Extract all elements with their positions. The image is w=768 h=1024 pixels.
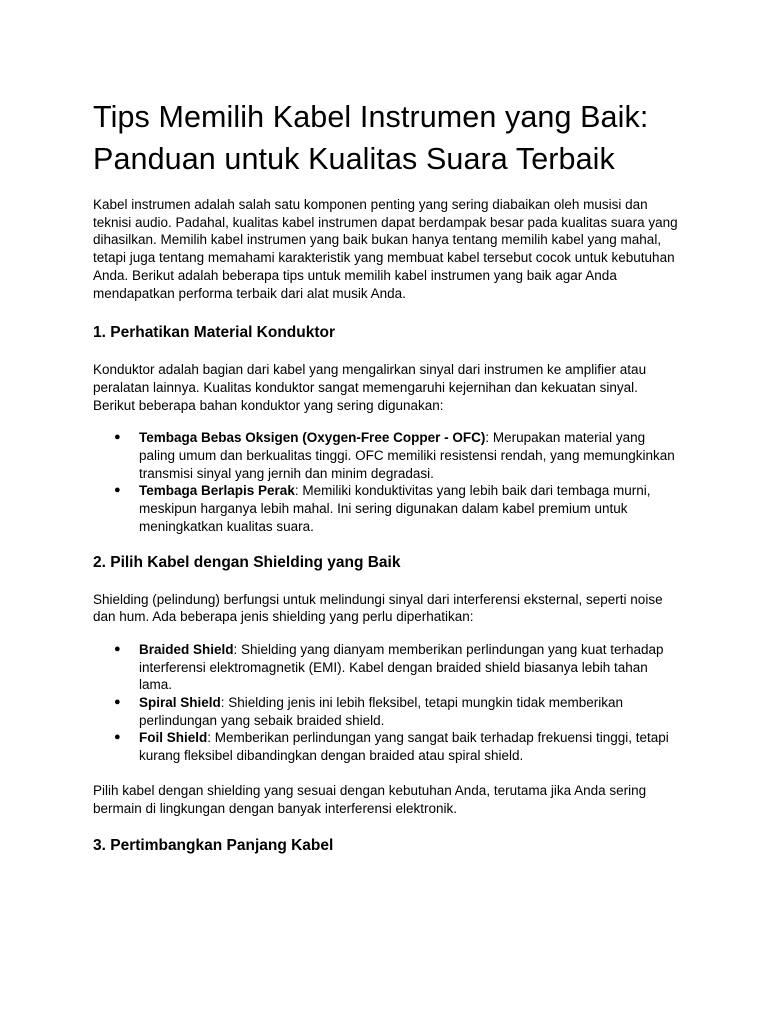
list-item-desc: : Shielding jenis ini lebih fleksibel, tetapi mungkin tidak memberikan perlindungan yang sebaik braided shield. [139,695,623,728]
section-closing-shielding: Pilih kabel dengan shielding yang sesuai dengan kebutuhan Anda, terutama jika Anda sering bermain di lingkungan dengan banyak interferensi elektronik. [93,782,647,816]
list-item-term: Tembaga Berlapis Perak [139,483,295,499]
intro-paragraph: Kabel instrumen adalah salah satu komponen penting yang sering diabaikan oleh musisi dan teknisi audio. Padahal, kualitas kabel instrumen dapat berdampak besar pada kualitas suara yang dihasilkan. Memilih kabel instrumen yang baik bukan hanya tentang memilih kabel yang mahal, tetapi juga tentang memahami karakteristik yang membuat kabel tersebut cocok untuk kebutuhan Anda. Berikut adalah beberapa tips untuk memilih kabel instrumen yang baik agar Anda mendapatkan performa terbaik dari alat musik Anda. [93,197,678,301]
list-item [93,694,678,729]
list-item [93,641,678,694]
list-item-term: Foil Shield [139,730,208,746]
list-item-term: Tembaga Bebas Oksigen (Oxygen-Free Copper - OFC) [139,430,486,446]
bullet-icon: ● [114,696,121,709]
section-paragraph-material-konduktor: Konduktor adalah bagian dari kabel yang mengalirkan sinyal dari instrumen ke amplifier atau peralatan lainnya. Kualitas konduktor sangat memengaruhi kejernihan dan kekuatan sinyal. Berikut beberapa bahan konduktor yang sering digunakan: [93,362,647,413]
bullet-icon: ● [114,431,121,444]
list-item-term: Braided Shield [139,641,234,657]
list-item-desc: : Merupakan material yang paling umum dan berkualitas tinggi. OFC memiliki resistensi rendah, yang memungkinkan transmisi sinyal yang jernih dan minim degradasi. [139,430,675,481]
list-item-desc: : Memiliki konduktivitas yang lebih baik dari tembaga murni, meskipun harganya lebih mahal. Ini sering digunakan dalam kabel premium untuk meningkatkan kualitas suara. [139,483,651,534]
list-item [93,482,678,535]
list-item [93,729,678,764]
section-paragraph-shielding: Shielding (pelindung) berfungsi untuk melindungi sinyal dari interferensi eksternal, seperti noise dan hum. Ada beberapa jenis shielding yang perlu diperhatikan: [93,591,663,625]
bullet-icon: ● [114,484,121,497]
section-heading-shielding: 2. Pilih Kabel dengan Shielding yang Baik [93,553,401,571]
list-item-desc: : Shielding yang dianyam memberikan perlindungan yang kuat terhadap interferensi elektromagnetik (EMI). Kabel dengan braided shield biasanya lebih tahan lama. [139,641,664,693]
bullet-list-shielding [93,641,678,765]
bullet-icon: ● [114,731,121,744]
list-item-term: Spiral Shield [139,695,221,711]
bullet-icon: ● [114,642,121,655]
document-page [93,96,678,874]
page-title: Tips Memilih Kabel Instrumen yang Baik: Panduan untuk Kualitas Suara Terbaik [93,100,649,176]
bullet-list-konduktor [93,429,678,535]
section-heading-panjang-kabel: 3. Pertimbangkan Panjang Kabel [93,837,334,855]
section-heading-material-konduktor: 1. Perhatikan Material Konduktor [93,324,336,342]
list-item-desc: : Memberikan perlindungan yang sangat baik terhadap frekuensi tinggi, tetapi kurang fleksibel dibandingkan dengan braided atau spiral shield. [139,730,669,764]
list-item [93,429,678,482]
